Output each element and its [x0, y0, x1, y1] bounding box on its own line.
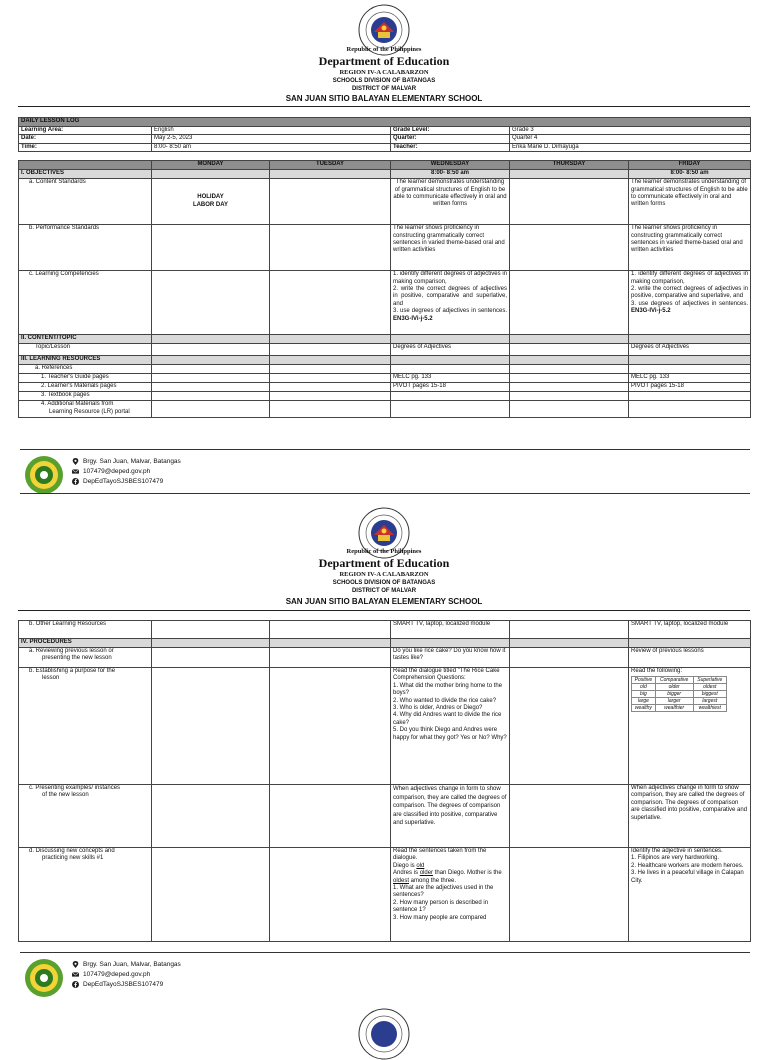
grade-label: Grade Level:	[391, 127, 510, 135]
degrees-cell: largest	[693, 698, 726, 705]
purpose-fri: Read the following: Positive Comparative Superlative old older oldest big bigger biggest large larger largest wealthy wealthier wealthiest	[629, 668, 751, 785]
objectives-heading: I. OBJECTIVES	[19, 170, 152, 179]
footer-facebook-row	[72, 981, 163, 988]
division-text: SCHOOLS DIVISION OF BATANGAS	[332, 580, 436, 586]
footer-facebook-row	[72, 478, 163, 485]
purpose-wed: Read the dialogue titled "The Rice Cake Comprehension Questions: 1. What did the mother bring home to the boys? 2. Who wanted to divide the rice cake? 3. Who is older, Andres or Diego? 4. Why did Andres want to divide the rice cake? 5. Do you think Diego and Andres were happy for what they got? Yes or No? Why?	[391, 668, 510, 785]
content-topic-heading: II. CONTENT/TOPIC	[19, 335, 152, 344]
competency-1-fri: 1. identify different degrees of adjectives in making comparison,	[631, 271, 749, 285]
performance-standards-label: b. Performance Standards	[19, 225, 152, 271]
region-text: REGION IV-A CALABARZON	[339, 571, 429, 578]
reviewing-fri: Review of previous lessons	[629, 648, 751, 668]
footer-email: 107479@deped.gov.ph	[83, 468, 151, 475]
topic-lesson-label: Topic/Lesson	[19, 344, 152, 356]
competency-code: EN3G-IVi-j-5.2	[393, 315, 433, 322]
learning-competencies-fri	[629, 271, 751, 335]
degrees-cell: bigger	[655, 691, 693, 698]
time-label: Time:	[19, 143, 152, 151]
content-standards-label: a. Content Standards	[19, 179, 152, 225]
footer-facebook: DepEdTayoSJSBES107479	[83, 981, 164, 988]
degrees-cell: old	[632, 684, 656, 691]
lesson-log-table-page-2	[18, 620, 751, 942]
holiday-text: HOLIDAY	[197, 194, 224, 201]
learning-competencies-label: c. Learning Competencies	[19, 271, 152, 335]
department-title: Department of Education	[318, 54, 450, 68]
email-icon	[72, 468, 79, 475]
day-monday: MONDAY	[152, 161, 270, 170]
quarter-value: Quarter 4	[510, 135, 751, 143]
content-standards-fri: The learner demonstrates understanding of grammatical structures of English to be able to communicate effectively in oral and written forms	[629, 179, 751, 225]
discussing-fri: Identify the adjective in sentences. 1. Filipinos are very hardworking. 2. Healthcare workers are modern heroes. 3. He lives in a peaceful village in Calapan City.	[629, 848, 751, 942]
time-value: 8:00- 8:50 am	[152, 143, 391, 151]
footer-address: Brgy. San Juan, Malvar, Batangas	[83, 458, 181, 465]
log-title: DAILY LESSON LOG	[19, 118, 751, 127]
performance-standards-fri: The learner shows proficiency in constructing grammatically correct sentences in varied theme-based oral and written activities	[629, 225, 751, 271]
fri-time: 8:00- 8:50 am	[629, 170, 751, 179]
footer-email: 107479@deped.gov.ph	[83, 971, 151, 978]
footer-address: Brgy. San Juan, Malvar, Batangas	[83, 961, 181, 968]
school-seal-icon	[24, 958, 64, 998]
purpose-label: b. Establishing a purpose for the lesson	[19, 668, 152, 785]
department-title: Department of Education	[318, 556, 450, 570]
labor-day-text: LABOR DAY	[192, 201, 229, 208]
degrees-cell: biggest	[693, 691, 726, 698]
footer-email-row	[72, 468, 150, 475]
competency-1: 1. identify different degrees of adjectives in making comparison,	[393, 271, 507, 285]
learning-area-value: English	[152, 127, 391, 135]
degrees-cell: larger	[655, 698, 693, 705]
teacher-value: Erika Marie D. Dimayuga	[510, 143, 751, 151]
wed-time: 8:00- 8:50 am	[391, 170, 510, 179]
presenting-label: c. Presenting examples/ instances of the new lesson	[19, 785, 152, 848]
location-pin-icon	[72, 961, 79, 968]
footer-facebook: DepEdTayoSJSBES107479	[83, 478, 164, 485]
competency-3: 3. use degrees of adjectives in sentences. EN3G-IVi-j-5.2	[393, 308, 507, 322]
school-seal-icon	[24, 455, 64, 495]
day-tuesday: TUESDAY	[270, 161, 391, 170]
footer-divider	[20, 449, 750, 450]
learning-competencies-wed	[391, 271, 510, 335]
teachers-guide-fri: MELC pg. 133	[629, 374, 751, 383]
republic-text: Republic of the Philippines	[346, 548, 422, 555]
deped-seal-icon	[358, 1008, 410, 1060]
facebook-icon	[72, 981, 79, 988]
page-1-footer	[20, 449, 750, 499]
learning-area-label: Learning Area:	[19, 127, 152, 135]
footer-divider	[20, 952, 750, 953]
quarter-label: Quarter:	[391, 135, 510, 143]
degrees-cell: wealthy	[632, 705, 656, 712]
learning-resources-heading: III. LEARNING RESOURCES	[19, 356, 152, 365]
school-name: SAN JUAN SITIO BALAYAN ELEMENTARY SCHOOL	[285, 597, 483, 606]
teachers-guide-label: 1. Teacher's Guide pages	[19, 374, 152, 383]
email-icon	[72, 971, 79, 978]
references-label: a. References	[19, 365, 152, 374]
topic-wed: Degrees of Adjectives	[391, 344, 510, 356]
day-friday: FRIDAY	[629, 161, 751, 170]
other-resources-fri: SMART TV, laptop, localized module	[629, 621, 751, 639]
learners-materials-wed: PIVOT pages 15-18	[391, 383, 510, 392]
presenting-wed: When adjectives change in form to show comparison, they are called the degrees of comparison. The degrees of comparison are classified into positive, comparative and superlative.	[391, 785, 510, 848]
discussing-label: d. Discussing new concepts and practicing new skills #1	[19, 848, 152, 942]
region-text: REGION IV-A CALABARZON	[339, 69, 429, 76]
other-resources-label: b. Other Learning Resources	[19, 621, 152, 639]
day-wednesday: WEDNESDAY	[391, 161, 510, 170]
teachers-guide-wed: MELC pg. 133	[391, 374, 510, 383]
holiday-cell	[152, 179, 270, 225]
footer-address-row	[72, 961, 181, 968]
degrees-header: Comparative	[655, 677, 693, 684]
page-2-footer	[20, 952, 750, 1002]
degrees-cell: large	[632, 698, 656, 705]
degrees-cell: wealthier	[655, 705, 693, 712]
footer-email-row	[72, 971, 150, 978]
date-value: May 2-5, 2023	[152, 135, 391, 143]
performance-standards-wed: The learner shows proficiency in constructing grammatically correct sentences in varied theme-based oral and written activities	[391, 225, 510, 271]
school-name: SAN JUAN SITIO BALAYAN ELEMENTARY SCHOOL	[285, 94, 483, 103]
learners-materials-fri: PIVOT pages 15-18	[629, 383, 751, 392]
day-thursday: THURSDAY	[510, 161, 629, 170]
degrees-header: Superlative	[693, 677, 726, 684]
competency-code-fri: EN3G-IVi-j-5.2	[631, 308, 671, 315]
footer-address-row	[72, 458, 181, 465]
district-text: DISTRICT OF MALVAR	[351, 588, 417, 594]
republic-text: Republic of the Philippines	[346, 46, 422, 53]
district-text: DISTRICT OF MALVAR	[351, 86, 417, 92]
competency-2-fri: 2. write the correct degrees of adjectives in positive, comparative and superlative, and	[631, 286, 749, 300]
degrees-header: Positive	[632, 677, 656, 684]
lesson-log-table-page-1	[18, 117, 751, 418]
competency-2: 2. write the correct degrees of adjectives in positive, comparative and superlative, and	[393, 286, 507, 307]
degrees-cell: oldest	[693, 684, 726, 691]
competency-3-fri: 3. use degrees of adjectives in sentences. EN3G-IVi-j-5.2	[631, 300, 749, 315]
textbook-pages-label: 3. Textbook pages	[19, 392, 152, 401]
degrees-cell: big	[632, 691, 656, 698]
topic-fri: Degrees of Adjectives	[629, 344, 751, 356]
division-text: SCHOOLS DIVISION OF BATANGAS	[332, 78, 436, 84]
procedures-heading: IV. PROCEDURES	[19, 639, 152, 648]
reviewing-wed: Do you like rice cake? Do you know how it tastes like?	[391, 648, 510, 668]
degrees-cell: wealthiest	[693, 705, 726, 712]
facebook-icon	[72, 478, 79, 485]
reviewing-label: a. Reviewing previous lesson or presenting the new lesson	[19, 648, 152, 668]
degrees-table	[631, 676, 727, 712]
date-label: Date:	[19, 135, 152, 143]
footer-bottom-divider	[20, 493, 750, 494]
teacher-label: Teacher:	[391, 143, 510, 151]
location-pin-icon	[72, 458, 79, 465]
other-resources-wed: SMART TV, laptop, localized module	[391, 621, 510, 639]
additional-materials-label: 4. Additional Materials from Learning Resource (LR) portal	[19, 401, 152, 418]
header-divider	[18, 106, 750, 107]
learners-materials-label: 2. Learner's Materials pages	[19, 383, 152, 392]
degrees-cell: older	[655, 684, 693, 691]
presenting-fri: When adjectives change in form to show comparison, they are called the degrees of comparison. The degrees of comparison are classified into positive, comparative and superlative.	[629, 785, 751, 848]
grade-value: Grade 3	[510, 127, 751, 135]
header-divider	[18, 610, 750, 611]
discussing-wed: Read the sentences taken from the dialogue. Diego is old Andres is older than Diego. Mother is the oldest among the three. 1. What are the adjectives used in the sentences? 2. How many person is described in sentence 1? 3. How many people are compared	[391, 848, 510, 942]
content-standards-wed: The learner demonstrates understanding of grammatical structures of English to be able to communicate effectively in oral and written forms	[391, 179, 510, 225]
